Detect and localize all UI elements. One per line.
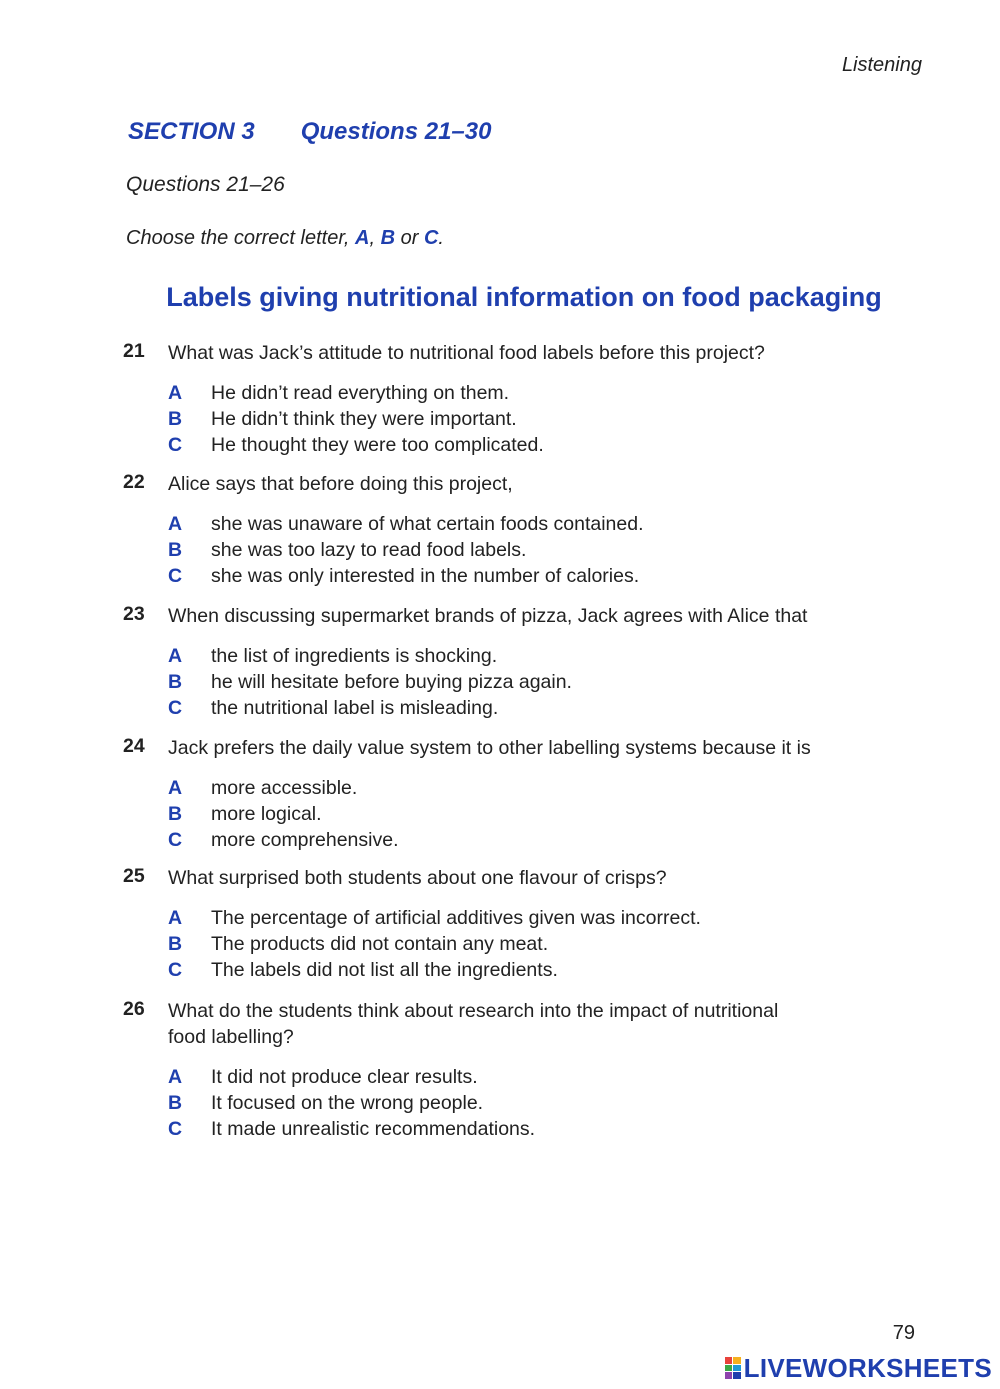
- instruction-suffix: .: [438, 227, 444, 249]
- option-text: she was unaware of what certain foods contained.: [211, 513, 644, 535]
- question-number: 23: [123, 603, 145, 625]
- option-letter: B: [168, 539, 183, 561]
- option-text: more accessible.: [211, 777, 358, 799]
- logo-tile: [733, 1372, 741, 1379]
- instruction: [126, 227, 444, 250]
- option-letter: B: [168, 933, 183, 955]
- option-c[interactable]: [168, 957, 843, 983]
- option-text: The labels did not list all the ingredients.: [211, 959, 558, 981]
- option-letter: B: [168, 1092, 183, 1114]
- questions-subheading: Questions 21–26: [126, 173, 285, 196]
- logo-tile: [733, 1365, 741, 1372]
- question-26: [123, 998, 803, 1142]
- page-number: 79: [892, 1322, 915, 1344]
- worksheet-title: Labels giving nutritional information on food packaging: [166, 282, 882, 312]
- section-questions-range: Questions 21–30: [300, 118, 492, 145]
- option-c[interactable]: [168, 1116, 803, 1142]
- option-c[interactable]: [168, 695, 843, 721]
- instruction-sep: or: [395, 227, 424, 249]
- option-letter: B: [168, 671, 183, 693]
- option-text: she was too lazy to read food labels.: [211, 539, 527, 561]
- option-text: he will hesitate before buying pizza again.: [211, 671, 572, 693]
- logo-tile: [725, 1365, 733, 1372]
- question-text: Alice says that before doing this project,: [168, 473, 513, 495]
- option-text: He didn’t read everything on them.: [211, 382, 510, 404]
- instruction-letter-a: A: [355, 227, 370, 249]
- liveworksheets-logo[interactable]: [725, 1353, 992, 1383]
- option-letter: B: [168, 803, 183, 825]
- option-text: It focused on the wrong people.: [211, 1092, 484, 1114]
- option-a[interactable]: [168, 511, 843, 537]
- instruction-letter-b: B: [380, 227, 396, 249]
- option-text: more logical.: [211, 803, 322, 825]
- option-c[interactable]: [168, 563, 843, 589]
- option-letter: A: [168, 645, 183, 667]
- question-21: [123, 340, 843, 458]
- question-text: When discussing supermarket brands of pizza, Jack agrees with Alice that: [168, 605, 808, 627]
- question-text: What surprised both students about one flavour of crisps?: [168, 867, 667, 889]
- option-text: He didn’t think they were important.: [211, 408, 517, 430]
- option-c[interactable]: [168, 432, 843, 458]
- option-text: more comprehensive.: [211, 829, 399, 851]
- option-b[interactable]: [168, 801, 843, 827]
- logo-tile: [725, 1372, 733, 1379]
- option-text: It made unrealistic recommendations.: [211, 1118, 536, 1140]
- option-b[interactable]: [168, 1090, 803, 1116]
- instruction-prefix: Choose the correct letter,: [126, 227, 356, 249]
- logo-text: LIVEWORKSHEETS: [743, 1352, 992, 1383]
- question-number: 26: [123, 998, 145, 1020]
- question-number: 24: [123, 735, 145, 757]
- option-text: The products did not contain any meat.: [211, 933, 549, 955]
- question-text: Jack prefers the daily value system to other labelling systems because it is: [168, 737, 811, 759]
- option-letter: A: [168, 1066, 183, 1088]
- options-list: [168, 643, 843, 721]
- option-a[interactable]: [168, 380, 843, 406]
- section-heading: [128, 118, 491, 146]
- option-a[interactable]: [168, 1064, 803, 1090]
- option-text: she was only interested in the number of calories.: [211, 565, 640, 587]
- option-letter: A: [168, 382, 183, 404]
- option-b[interactable]: [168, 931, 843, 957]
- option-letter: C: [168, 565, 183, 587]
- question-text: What was Jack’s attitude to nutritional food labels before this project?: [168, 342, 765, 364]
- instruction-sep: ,: [369, 227, 381, 249]
- options-list: [168, 905, 843, 983]
- option-text: the nutritional label is misleading.: [211, 697, 499, 719]
- instruction-letter-c: C: [423, 227, 439, 249]
- option-b[interactable]: [168, 669, 843, 695]
- question-number: 22: [123, 471, 145, 493]
- option-text: He thought they were too complicated.: [211, 434, 544, 456]
- options-list: [168, 511, 843, 589]
- option-a[interactable]: [168, 905, 843, 931]
- option-letter: C: [168, 829, 183, 851]
- option-letter: A: [168, 907, 183, 929]
- option-a[interactable]: [168, 643, 843, 669]
- option-text: The percentage of artificial additives given was incorrect.: [211, 907, 701, 929]
- options-list: [168, 1064, 803, 1142]
- question-22: [123, 471, 843, 589]
- running-head: Listening: [841, 54, 922, 76]
- option-letter: C: [168, 1118, 183, 1140]
- option-letter: C: [168, 959, 183, 981]
- question-23: [123, 603, 843, 721]
- question-number: 25: [123, 865, 145, 887]
- logo-tile: [733, 1357, 741, 1364]
- option-letter: C: [168, 434, 183, 456]
- section-label: SECTION 3: [128, 118, 255, 145]
- option-c[interactable]: [168, 827, 843, 853]
- question-text: What do the students think about research into the impact of nutritional food labelling?: [168, 1000, 779, 1048]
- option-letter: B: [168, 408, 183, 430]
- option-letter: A: [168, 777, 183, 799]
- option-letter: C: [168, 697, 183, 719]
- option-b[interactable]: [168, 406, 843, 432]
- liveworksheets-logo-icon: [725, 1357, 741, 1379]
- question-25: [123, 865, 843, 983]
- option-a[interactable]: [168, 775, 843, 801]
- question-number: 21: [123, 340, 145, 362]
- options-list: [168, 775, 843, 853]
- option-b[interactable]: [168, 537, 843, 563]
- question-24: [123, 735, 843, 853]
- option-text: the list of ingredients is shocking.: [211, 645, 498, 667]
- option-text: It did not produce clear results.: [211, 1066, 478, 1088]
- option-letter: A: [168, 513, 183, 535]
- options-list: [168, 380, 843, 458]
- logo-tile: [725, 1357, 733, 1364]
